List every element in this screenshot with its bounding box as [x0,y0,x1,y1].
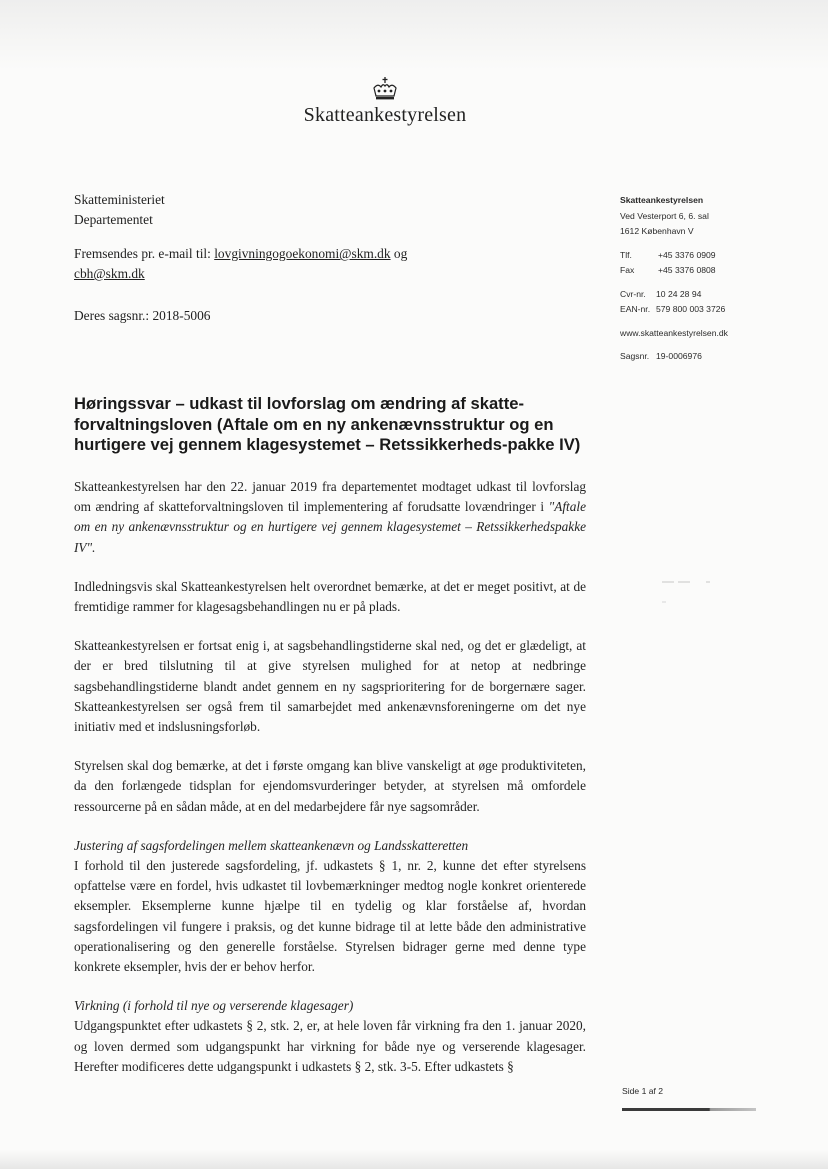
sender-info [620,193,810,365]
phone-row: Tlf. +45 3376 0909 [620,248,810,264]
paragraph: Skatteankestyrelsen har den 22. januar 2019 fra departementet modtaget udkast til lovforslag om ændring af skatteforvaltningsloven til implementering af forudsatte lovændringer i "Aftale om en ny ankenævnsstruktur og en hurtigere vej gennem klagesystemet – Retssikkerhedspakke IV". [74,479,586,555]
email-link-1[interactable]: lovgivningogoekonomi@skm.dk [214,246,391,261]
logo [290,76,480,127]
ean-row: EAN-nr. 579 800 003 3726 [620,302,810,318]
scan-shadow-top [0,0,828,70]
paragraph: Styrelsen skal dog bemærke, at det i første omgang kan blive vanskeligt at øge produktiviteten, da den forlængede tidsplan for ejendomsvurderinger betyder, at styrelsen må omfordele ressourcerne på en sådan måde, at en del medarbejdere får nye sagsområder. [74,758,586,814]
sender-street: Ved Vesterport 6, 6. sal [620,210,709,221]
document-heading: Høringssvar – udkast til lovforslag om ændring af skatte-forvaltningsloven (Aftale om en ny ankenævnsstruktur og en hurtigere vej gennem klagesystemet – Retssikkerheds-pakke IV) [74,394,581,454]
sender-org: Skatteankestyrelsen [620,195,704,205]
section-subheading: Justering af sagsfordelingen mellem skatteankenævn og Landsskatteretten [74,837,469,853]
paragraph: Indledningsvis skal Skatteankestyrelsen helt overordnet bemærke, at det er meget positivt, at de fremtidige rammer for klagesagsbehandlingen nu er på plads. [74,578,586,615]
send-line [74,244,494,284]
crown-icon [370,76,400,102]
paragraph: Skatteankestyrelsen er fortsat enig i, at sagsbehandlingstiderne skal ned, og det er glædeligt, at der er bred tilslutning til at give styrelsen mulighed for at netop at nedbringe sagsbehandlingstiderne blandt andet gennem en ny sagsprioritering for de borgernære sager. Skatteankestyrelsen ser også frem til samarbejdet med ankenævnsforeningerne om det nye initiativ med et indslusningsforløb. [74,638,586,735]
recipient-address [74,190,165,230]
page-progress-bar [622,1108,756,1111]
paragraph: I forhold til den justerede sagsfordeling, jf. udkastets § 1, nr. 2, kunne det efter styrelsens opfattelse være en fordel, hvis udkastet til lovbemærkninger medtog nogle konkret orienterede eksempler. Eksemplerne kunne hjælpe til en tydelig og klar forståelse af, hvordan sagsfordelingen vil fungere i praksis, og det kunne bidrage til at lette både den administrative operationalisering og den generelle forståelse. Styrelsen bidrager gerne med denne type konkrete eksempler, hvis der er behov herfor. [74,858,586,975]
sender-city: 1612 København V [620,226,694,236]
email-link-2[interactable]: cbh@skm.dk [74,266,145,281]
scan-specks [660,578,720,608]
paragraph: Udgangspunktet efter udkastets § 2, stk. 2, er, at hele loven får virkning fra den 1. januar 2020, og loven dermed som udgangspunkt har virkning for både nye og verserende klagesager. Herefter modificeres dette udgangspunkt i udkastets § 2, stk. 3-5. Efter udkastets § [74,1018,586,1074]
logo-text: Skatteankestyrelsen [303,104,467,126]
agreement-title: "Aftale om en ny ankenævnsstruktur og en hurtigere vej gennem klagesystemet – Retssikkerhedspakke IV". [74,499,586,555]
ean-value: 579 800 003 3726 [656,304,726,314]
section-subheading: Virkning (i forhold til nye og verserende klagesager) [74,998,354,1014]
recipient-line: Departementet [74,212,153,227]
fax-value: +45 3376 0808 [658,265,716,275]
send-conj: og [390,246,408,261]
case-row: Sagsnr. 19-0006976 [620,349,810,365]
page-number: Side 1 af 2 [622,1086,664,1096]
cvr-value: 10 24 28 94 [656,288,702,299]
phone-value: +45 3376 0909 [658,249,716,260]
fax-row: Fax +45 3376 0808 [620,263,810,279]
cvr-row: Cvr-nr. 10 24 28 94 [620,287,810,303]
case-value: 19-0006976 [656,351,702,361]
scan-shadow-bottom [0,1150,828,1169]
website-link[interactable]: www.skatteankestyrelsen.dk [620,327,728,338]
send-prefix: Fremsendes pr. e-mail til: [74,246,215,261]
document-body [74,477,586,1089]
reference-number: Deres sagsnr.: 2018-5006 [74,308,211,323]
recipient-line: Skatteministeriet [74,192,165,207]
